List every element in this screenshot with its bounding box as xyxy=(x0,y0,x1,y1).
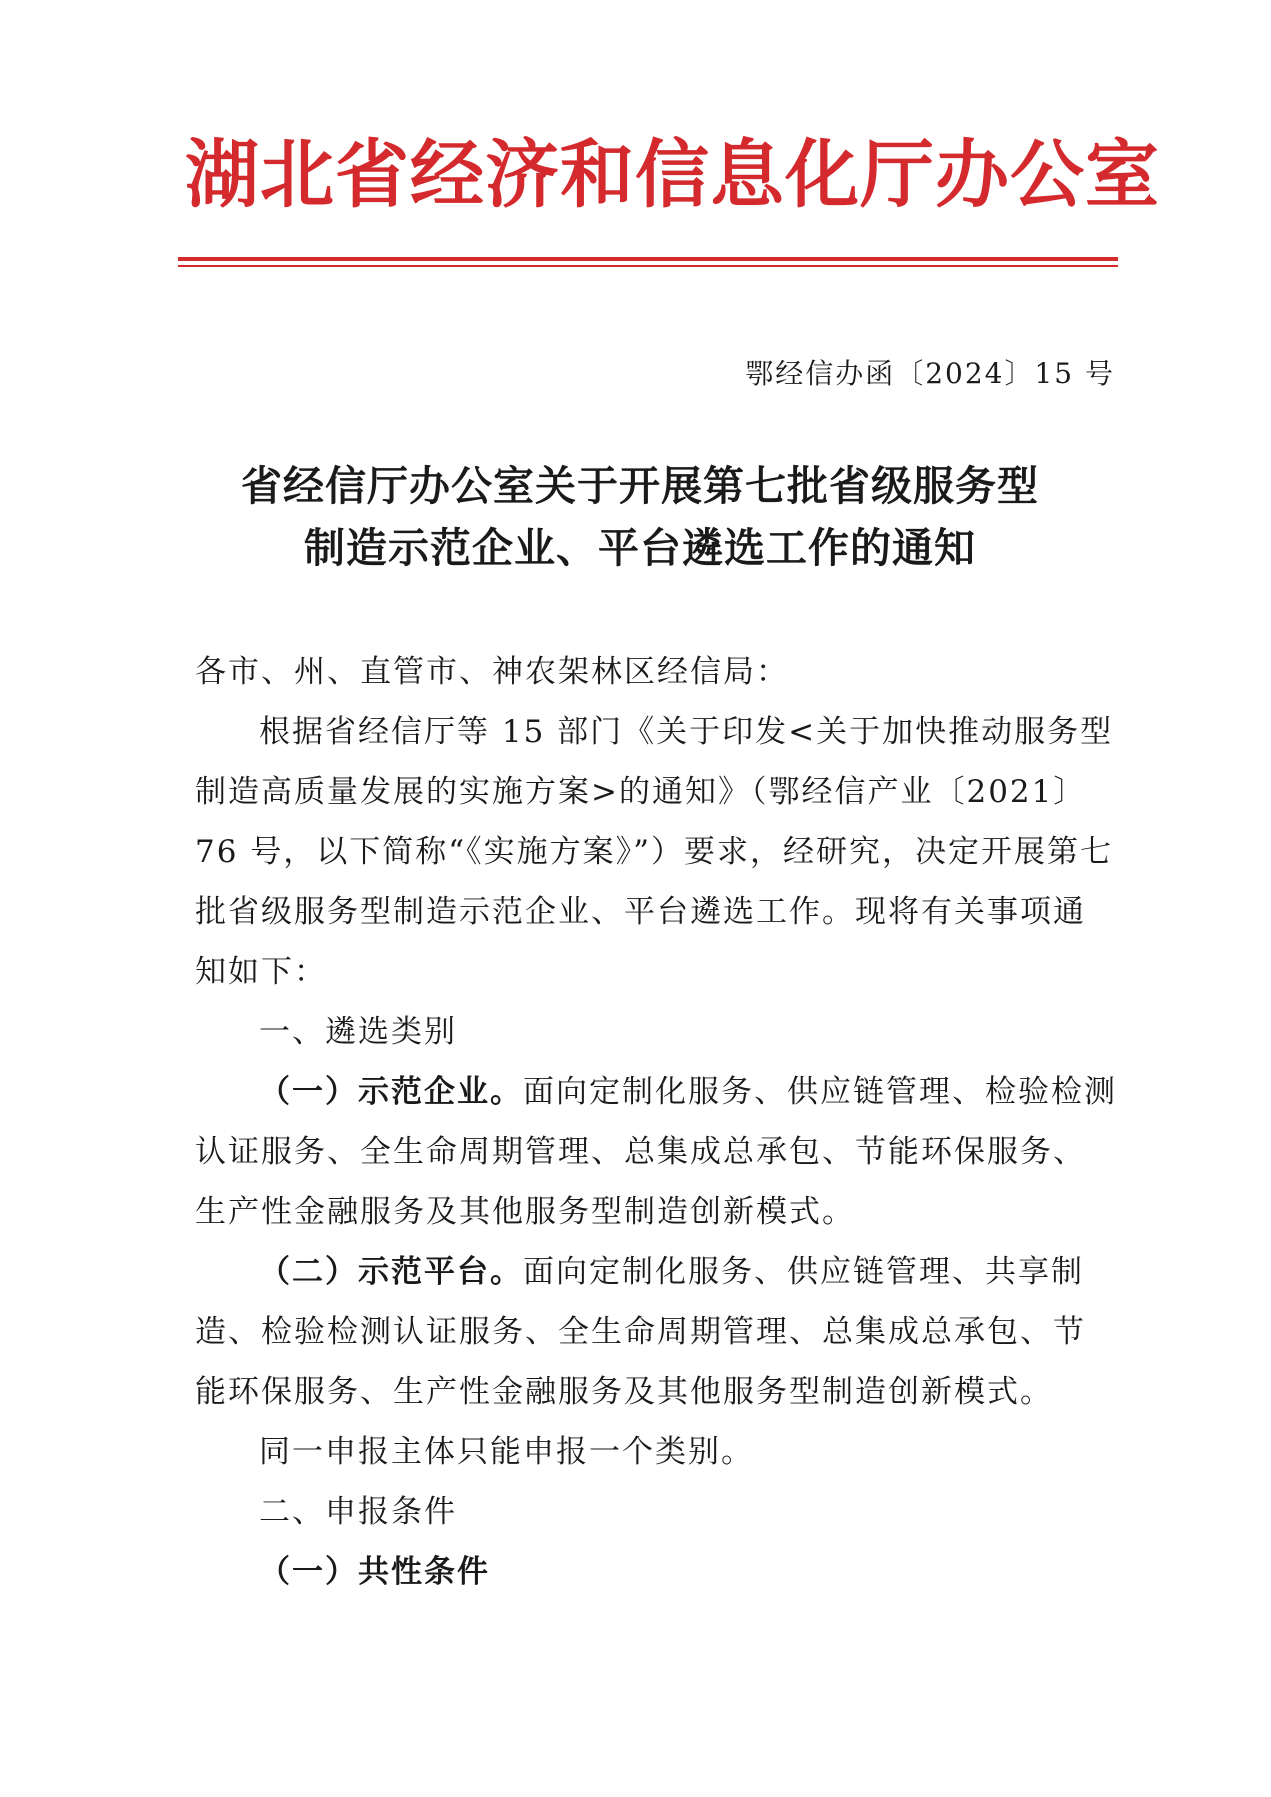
addressee: 各市、州、直管市、神农架林区经信局： xyxy=(195,654,789,690)
header-red-rule xyxy=(178,257,1118,261)
title-line-2: 制造示范企业、平台遴选工作的通知 xyxy=(304,524,976,572)
section-1-note: 同一申报主体只能申报一个类别。 xyxy=(259,1434,754,1470)
section-1-item-2 xyxy=(195,1242,1117,1422)
org-header: 湖北省经济和信息化厅办公室 xyxy=(185,132,1160,218)
document-body xyxy=(195,642,1117,1602)
item-label: （一）示范企业。 xyxy=(259,1074,523,1110)
section-2-item-1-heading: （一）共性条件 xyxy=(259,1554,490,1590)
document-number: 鄂经信办函〔2024〕15 号 xyxy=(745,357,1115,390)
item-text: 面向定制化服务、供应链管理、检验检测认证服务、全生命周期管理、总集成总承包、节能环保服务、生产性金融服务及其他服务型制造创新模式。 xyxy=(195,1074,1117,1230)
intro-paragraph: 根据省经信厅等 15 部门《关于印发<关于加快推动服务型制造高质量发展的实施方案>的通知》（鄂经信产业〔2021〕76 号，以下简称“《实施方案》”）要求，经研究，决定开展第七批省级服务型制造示范企业、平台遴选工作。现将有关事项通知如下： xyxy=(195,714,1114,990)
document-title xyxy=(170,455,1110,579)
item-label: （二）示范平台。 xyxy=(259,1254,523,1290)
section-1-heading: 一、遴选类别 xyxy=(259,1014,457,1050)
header-red-rule-thin xyxy=(178,265,1118,267)
title-line-1: 省经信厅办公室关于开展第七批省级服务型 xyxy=(241,462,1039,510)
item-text: 面向定制化服务、供应链管理、共享制造、检验检测认证服务、全生命周期管理、总集成总承包、节能环保服务、生产性金融服务及其他服务型制造创新模式。 xyxy=(195,1254,1086,1410)
section-2-heading: 二、申报条件 xyxy=(259,1494,457,1530)
section-1-item-1 xyxy=(195,1062,1117,1242)
